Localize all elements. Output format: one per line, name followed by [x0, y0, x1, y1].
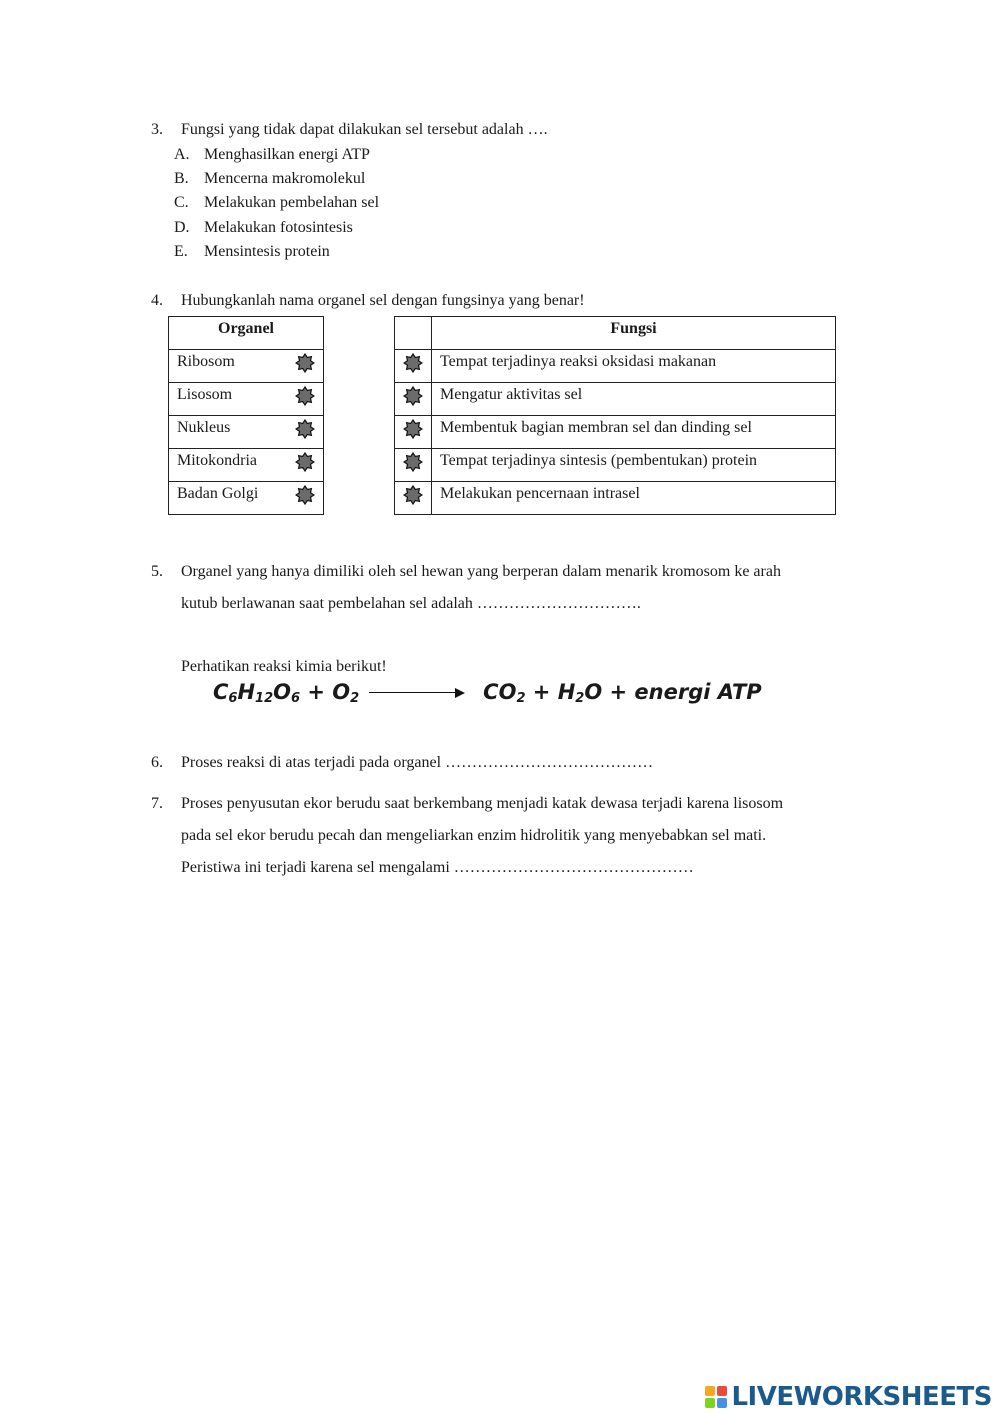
dot-cell [395, 482, 432, 515]
eq-h2o-h: H [557, 680, 576, 704]
question-text-line: Proses penyusutan ekor berudu saat berkembang menjadi katak dewasa terjadi karena lisosom [181, 795, 784, 812]
option-text: Mencerna makromolekul [204, 170, 366, 187]
match-dot-icon[interactable] [403, 419, 423, 439]
function-text: Melakukan pencernaan intrasel [432, 482, 836, 515]
reaction-intro: Perhatikan reaksi kimia berikut! [181, 658, 387, 675]
option-letter: B. [174, 170, 189, 187]
reaction-arrow-icon [369, 688, 465, 698]
table-row [169, 383, 324, 416]
liveworksheets-logo[interactable] [705, 1382, 992, 1412]
eq-h: H [237, 680, 256, 704]
organelle-header: Organel [169, 317, 324, 350]
dot-cell [395, 416, 432, 449]
function-text: Tempat terjadinya sintesis (pembentukan) protein [432, 449, 836, 482]
eq-c: C [213, 680, 229, 704]
question-text-line: pada sel ekor berudu pecah dan mengeliarkan enzim hidrolitik yang menyebabkan sel mati. [181, 827, 767, 844]
organelle-nukleus: Nukleus [177, 419, 231, 436]
match-dot-icon[interactable] [295, 419, 315, 439]
match-dot-icon[interactable] [295, 452, 315, 472]
option-text: Melakukan fotosintesis [204, 219, 353, 236]
question-number: 6. [151, 754, 163, 771]
eq-o: O [273, 680, 291, 704]
match-dot-icon[interactable] [295, 353, 315, 373]
chemical-equation [213, 680, 762, 706]
eq-h2o-o: O [584, 680, 603, 704]
match-dot-icon[interactable] [403, 485, 423, 505]
question-text-line[interactable]: Peristiwa ini terjadi karena sel mengalami ……………………………………… [181, 859, 694, 876]
function-text: Membentuk bagian membran sel dan dinding sel [432, 416, 836, 449]
logo-squares-icon [705, 1386, 727, 1408]
question-text: Fungsi yang tidak dapat dilakukan sel tersebut adalah …. [181, 121, 548, 138]
question-text-line: Organel yang hanya dimiliki oleh sel hewan yang berperan dalam menarik kromosom ke arah [181, 563, 781, 580]
table-row [169, 416, 324, 449]
option-letter: E. [174, 243, 188, 260]
eq-plus: + [300, 680, 333, 704]
match-dot-icon[interactable] [295, 485, 315, 505]
dot-cell [395, 350, 432, 383]
dot-cell [395, 383, 432, 416]
question-text[interactable]: Proses reaksi di atas terjadi pada organel ………………………………… [181, 754, 654, 771]
question-text-line[interactable]: kutub berlawanan saat pembelahan sel adalah …………………………. [181, 595, 641, 612]
organelle-lisosom: Lisosom [177, 386, 233, 403]
function-header: Fungsi [432, 317, 836, 350]
organelle-badan-golgi: Badan Golgi [177, 485, 259, 502]
eq-plus: + [525, 680, 558, 704]
eq-sub: 2 [516, 691, 526, 706]
option-text: Menghasilkan energi ATP [204, 146, 370, 163]
organelle-table [168, 316, 324, 515]
match-dot-icon[interactable] [295, 386, 315, 406]
eq-sub: 6 [228, 691, 238, 706]
function-table [394, 316, 836, 515]
option-letter: A. [174, 146, 190, 163]
question-number: 3. [151, 121, 163, 138]
empty-header [395, 317, 432, 350]
eq-sub: 2 [350, 691, 360, 706]
question-number: 5. [151, 563, 163, 580]
organelle-mitokondria: Mitokondria [177, 452, 257, 469]
question-number: 4. [151, 292, 163, 309]
table-row [169, 449, 324, 482]
match-dot-icon[interactable] [403, 386, 423, 406]
eq-co2: CO [483, 680, 517, 704]
option-text: Melakukan pembelahan sel [204, 194, 380, 211]
table-row [169, 350, 324, 383]
question-text: Hubungkanlah nama organel sel dengan fungsinya yang benar! [181, 292, 585, 309]
function-text: Tempat terjadinya reaksi oksidasi makanan [432, 350, 836, 383]
eq-sub: 12 [255, 691, 274, 706]
function-text: Mengatur aktivitas sel [432, 383, 836, 416]
eq-sub: 6 [291, 691, 301, 706]
brand-name: LIVEWORKSHEETS [731, 1382, 992, 1412]
option-text: Mensintesis protein [204, 243, 330, 260]
table-row [169, 482, 324, 515]
eq-sub: 2 [575, 691, 585, 706]
organelle-ribosom: Ribosom [177, 353, 235, 370]
match-dot-icon[interactable] [403, 353, 423, 373]
match-dot-icon[interactable] [403, 452, 423, 472]
option-letter: C. [174, 194, 189, 211]
eq-o2: O [332, 680, 351, 704]
dot-cell [395, 449, 432, 482]
question-number: 7. [151, 795, 163, 812]
option-letter: D. [174, 219, 190, 236]
eq-energy: + energi ATP [602, 680, 762, 704]
